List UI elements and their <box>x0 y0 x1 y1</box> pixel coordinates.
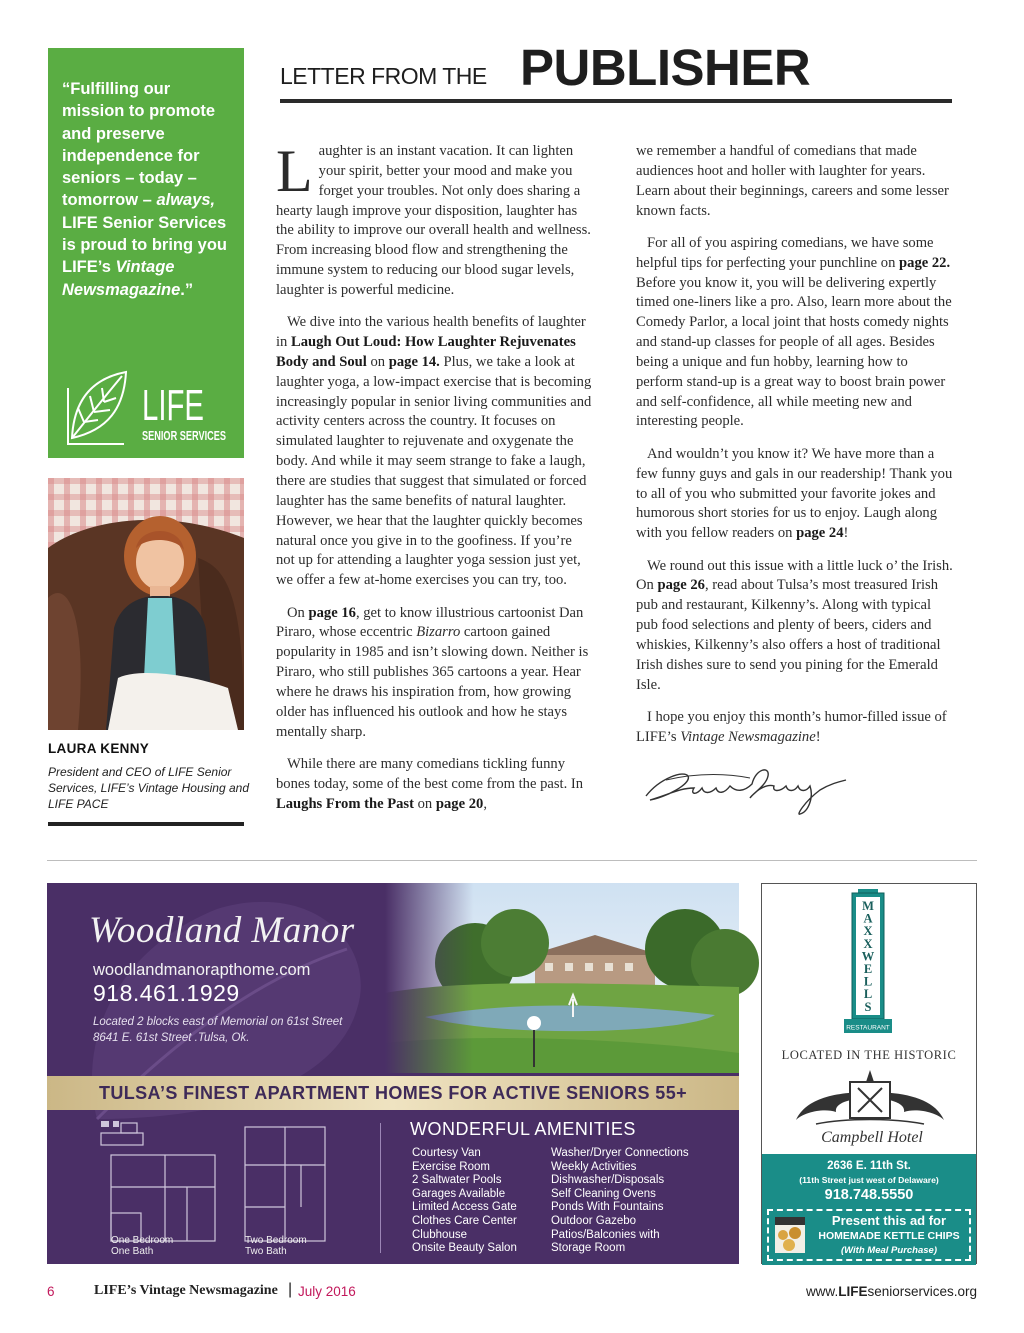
amenity-item: Clothes Care Center <box>412 1214 517 1227</box>
sign-letter: W <box>861 949 875 964</box>
woodland-location: Located 2 blocks east of Memorial on 61st Street <box>93 1016 343 1028</box>
article-paragraph: We dive into the various health benefits of laughter in Laugh Out Loud: How Laughter Rejuvenates Body and Soul on page 14. Plus, we take a look at laughter yoga, a low-impact exercise that is becoming increasingly popular in senior living communities and activity centers across the country. It focuses on simulated laughter to rejuvenate and oxygenate the body. And while it may seem strange to fake a laugh, there are studies that suggest that simulated or forced laughter has the same benefits of natural laughter. However, we hear that the laughter quickly becomes natural once you give in to the goofiness. If you’re not up for attending a laughter yoga session just yet, we offer a few at-home exercises you can try, too. <box>276 314 592 589</box>
woodland-manor-ad[interactable] <box>47 883 739 1264</box>
amenity-item: Exercise Room <box>412 1160 490 1173</box>
kettle-chips-icon <box>773 1215 807 1255</box>
sign-letter: M <box>862 899 874 913</box>
header-small: LETTER FROM THE <box>280 63 487 89</box>
woodland-phone[interactable]: 918.461.1929 <box>93 980 240 1006</box>
coupon-condition: (With Meal Purchase) <box>841 1245 937 1256</box>
article-paragraph: we remember a handful of comedians that made audiences hoot and holler with laughter for years. Learn about their beginnings, careers and some lesser known facts. <box>636 143 949 219</box>
plan1-label-line1: One Bedroom <box>111 1235 174 1246</box>
mission-quote: “Fulfilling our mission to promote and preserve independence for seniors – today – tomorrow – always, LIFE Senior Services is proud to bring you LIFE’s Vintage Newsmagazine.” <box>62 80 227 299</box>
article-paragraph: Laughter is an instant vacation. It can lighten your spirit, better your mood and make you forget your troubles. Not only does sharing a hearty laugh improve your disposition, laughter has the ability to improve our overall health and wellness. From increasing blood flow and strengthening the immune system to reducing our blood sugar levels, laughter is powerful medicine. <box>276 138 591 298</box>
maxwells-address: 2636 E. 11th St. <box>827 1160 911 1172</box>
sign-letter: S <box>864 999 872 1014</box>
sign-letter: L <box>863 987 873 1002</box>
maxwells-address-note: (11th Street just west of Delaware) <box>799 1175 939 1185</box>
amenity-item: Weekly Activities <box>551 1160 637 1173</box>
sign-letter: X <box>863 924 873 939</box>
sign-subtitle: RESTAURANT <box>846 1024 890 1032</box>
issue-date: July 2016 <box>298 1284 356 1299</box>
amenities-list-2 <box>551 1147 689 1256</box>
plan2-label-line2: Two Bath <box>245 1246 287 1257</box>
article-paragraph: And wouldn’t you know it? We have more than a few funny guys and gals in our readership! Thank you to all of you who submitted your favorite jokes and humorous short stories for us to enjoy. Laugh along with you fellow readers on page 24! <box>636 445 953 542</box>
article-column-2 <box>636 142 954 760</box>
amenity-item: 2 Saltwater Pools <box>412 1174 502 1187</box>
woodland-property-photo <box>385 883 739 1073</box>
hotel-name: Campbell Hotel <box>821 1129 923 1146</box>
maxwells-located: LOCATED IN THE HISTORIC <box>781 1048 957 1062</box>
drop-cap: L <box>276 138 313 204</box>
coupon-offer: HOMEMADE KETTLE CHIPS <box>818 1230 960 1242</box>
amenity-item: Storage Room <box>551 1242 626 1255</box>
amenities-title: WONDERFUL AMENITIES <box>410 1119 636 1139</box>
author-divider <box>48 822 244 826</box>
logo-subtitle: SENIOR SERVICES <box>142 428 227 443</box>
footer-website-link[interactable]: www.LIFEseniorservices.org <box>805 1284 977 1299</box>
article-paragraph: On page 16, get to know illustrious cartoonist Dan Piraro, whose eccentric Bizarro cartoon gained popularity in 1985 and isn’t slowing down. Neither is Piraro, who still publishes 365 cartoons a year. Hear where he draws his inspiration from, how growing older has influenced his outlook and how he stays mentally sharp. <box>276 604 589 740</box>
page-number: 6 <box>47 1284 55 1299</box>
amenities-list-1 <box>412 1147 517 1256</box>
author-title: President and CEO of LIFE Senior Services, LIFE’s Vintage Housing and LIFE PACE <box>48 765 250 811</box>
ads-divider <box>47 860 977 861</box>
sign-letter: L <box>863 974 873 989</box>
author-name: LAURA KENNY <box>48 741 150 756</box>
sign-letter: A <box>863 911 873 926</box>
amenity-item: Limited Access Gate <box>412 1201 517 1214</box>
amenity-item: Onsite Beauty Salon <box>412 1242 517 1255</box>
maxwells-ad[interactable] <box>761 883 977 1264</box>
amenity-item: Outdoor Gazebo <box>551 1214 637 1227</box>
amenity-item: Garages Available <box>412 1187 506 1200</box>
amenity-item: Patios/Balconies with <box>551 1228 660 1241</box>
amenity-item: Courtesy Van <box>412 1147 481 1159</box>
article-column-1 <box>276 138 592 827</box>
coupon-headline: Present this ad for <box>831 1213 947 1228</box>
author-photo <box>48 478 244 730</box>
header-rule <box>280 99 952 103</box>
campbell-hotel-crest <box>786 1068 954 1148</box>
signature <box>640 758 855 818</box>
maxwells-coupon[interactable] <box>767 1209 971 1261</box>
magazine-name: LIFE’s Vintage Newsmagazine <box>94 1283 278 1298</box>
woodland-address: 8641 E. 61st Street .Tulsa, Ok. <box>93 1032 250 1044</box>
amenity-item: Washer/Dryer Connections <box>551 1147 689 1159</box>
mission-quote-box <box>48 48 244 458</box>
header-big: PUBLISHER <box>520 39 811 96</box>
maxwells-sign <box>840 889 896 1037</box>
article-paragraph: We round out this issue with a little luck o’ the Irish. On page 26, read about Tulsa’s most treasured Irish pub and restaurant, Kilkenny’s. Along with typical pub food selections and plenty of beers, ciders and whiskies, Kilkenny’s also offers a host of traditional Irish dishes sure to send you pining for the Emerald Isle. <box>636 557 953 693</box>
maxwells-phone[interactable]: 918.748.5550 <box>824 1187 914 1203</box>
woodland-title: Woodland Manor <box>89 910 355 951</box>
amenity-item: Self Cleaning Ovens <box>551 1187 656 1200</box>
article-paragraph: For all of you aspiring comedians, we have some helpful tips for perfecting your punchline on page 22. Before you know it, you will be delivering expertly timed one-liners like a pro. Also, learn more about the Comedy Parlor, a local joint that hosts comedy nights and stand-up classes for people of all ages. Besides being a unique and fun hobby, learning how to perform stand-up is a great way to boost brain power and self-confidence, all while meeting new and interesting people. <box>636 234 952 430</box>
logo-word: LIFE <box>142 381 204 430</box>
amenities-divider <box>380 1123 381 1253</box>
amenity-item: Clubhouse <box>412 1228 467 1241</box>
life-senior-services-logo <box>64 348 234 448</box>
sign-letter: X <box>863 936 873 951</box>
maxwells-info-panel <box>762 1154 976 1265</box>
sign-letter: E <box>863 962 873 976</box>
article-paragraph: While there are many comedians tickling funny bones today, some of the best come from the past. In Laughs From the Past on page 20, <box>276 755 584 812</box>
footer-separator: | <box>288 1281 293 1298</box>
amenity-item: Ponds With Fountains <box>551 1201 664 1214</box>
article-paragraph: I hope you enjoy this month’s humor-filled issue of LIFE’s Vintage Newsmagazine! <box>636 708 947 745</box>
amenity-item: Dishwasher/Disposals <box>551 1174 665 1187</box>
plan1-label-line2: One Bath <box>111 1246 154 1257</box>
woodland-banner: TULSA’S FINEST APARTMENT HOMES FOR ACTIVE SENIORS 55+ <box>47 1076 739 1110</box>
plan2-label-line1: Two Bedroom <box>245 1235 307 1246</box>
woodland-website[interactable]: woodlandmanorapthome.com <box>93 961 311 979</box>
